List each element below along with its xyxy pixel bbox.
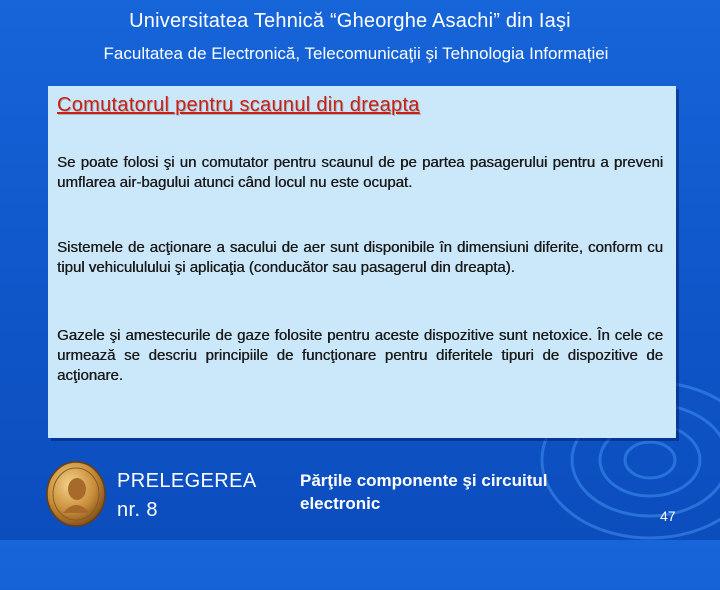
university-medal-icon (46, 461, 106, 527)
lecture-number: nr. 8 (117, 499, 158, 521)
lecture-title: PRELEGEREA (117, 470, 257, 492)
paragraph-1: Se poate folosi şi un comutator pentru scaunul de pe partea pasagerului pentru a preveni umflarea air-bagului atunci când locul nu este ocupat. (57, 154, 663, 191)
page-number: 47 (660, 508, 676, 524)
topic-line-1: Părţile componente şi circuitul (300, 471, 548, 490)
university-title: Universitatea Tehnică “Gheorghe Asachi” din Iaşi (129, 10, 571, 32)
paragraph-2: Sistemele de acţionare a sacului de aer sunt disponibile în dimensiuni diferite, conform cu tipul vehicululului şi aplicaţia (conducător sau pasagerul din dreapta). (57, 239, 663, 276)
faculty-subtitle: Facultatea de Electronică, Telecomunicaţii şi Tehnologia Informației (103, 44, 609, 63)
topic-line-2: electronic (300, 494, 381, 513)
lecture-label (117, 467, 257, 525)
lecture-topic (300, 469, 548, 515)
paragraph-3: Gazele şi amestecurile de gaze folosite pentru aceste dispozitive sunt netoxice. În cele ce urmează se descriu principiile de funcţionare pentru diferitele tipuri de dispozitive de acţionare. (57, 327, 663, 384)
slide-title: Comutatorul pentru scaunul din dreapta (57, 94, 420, 116)
